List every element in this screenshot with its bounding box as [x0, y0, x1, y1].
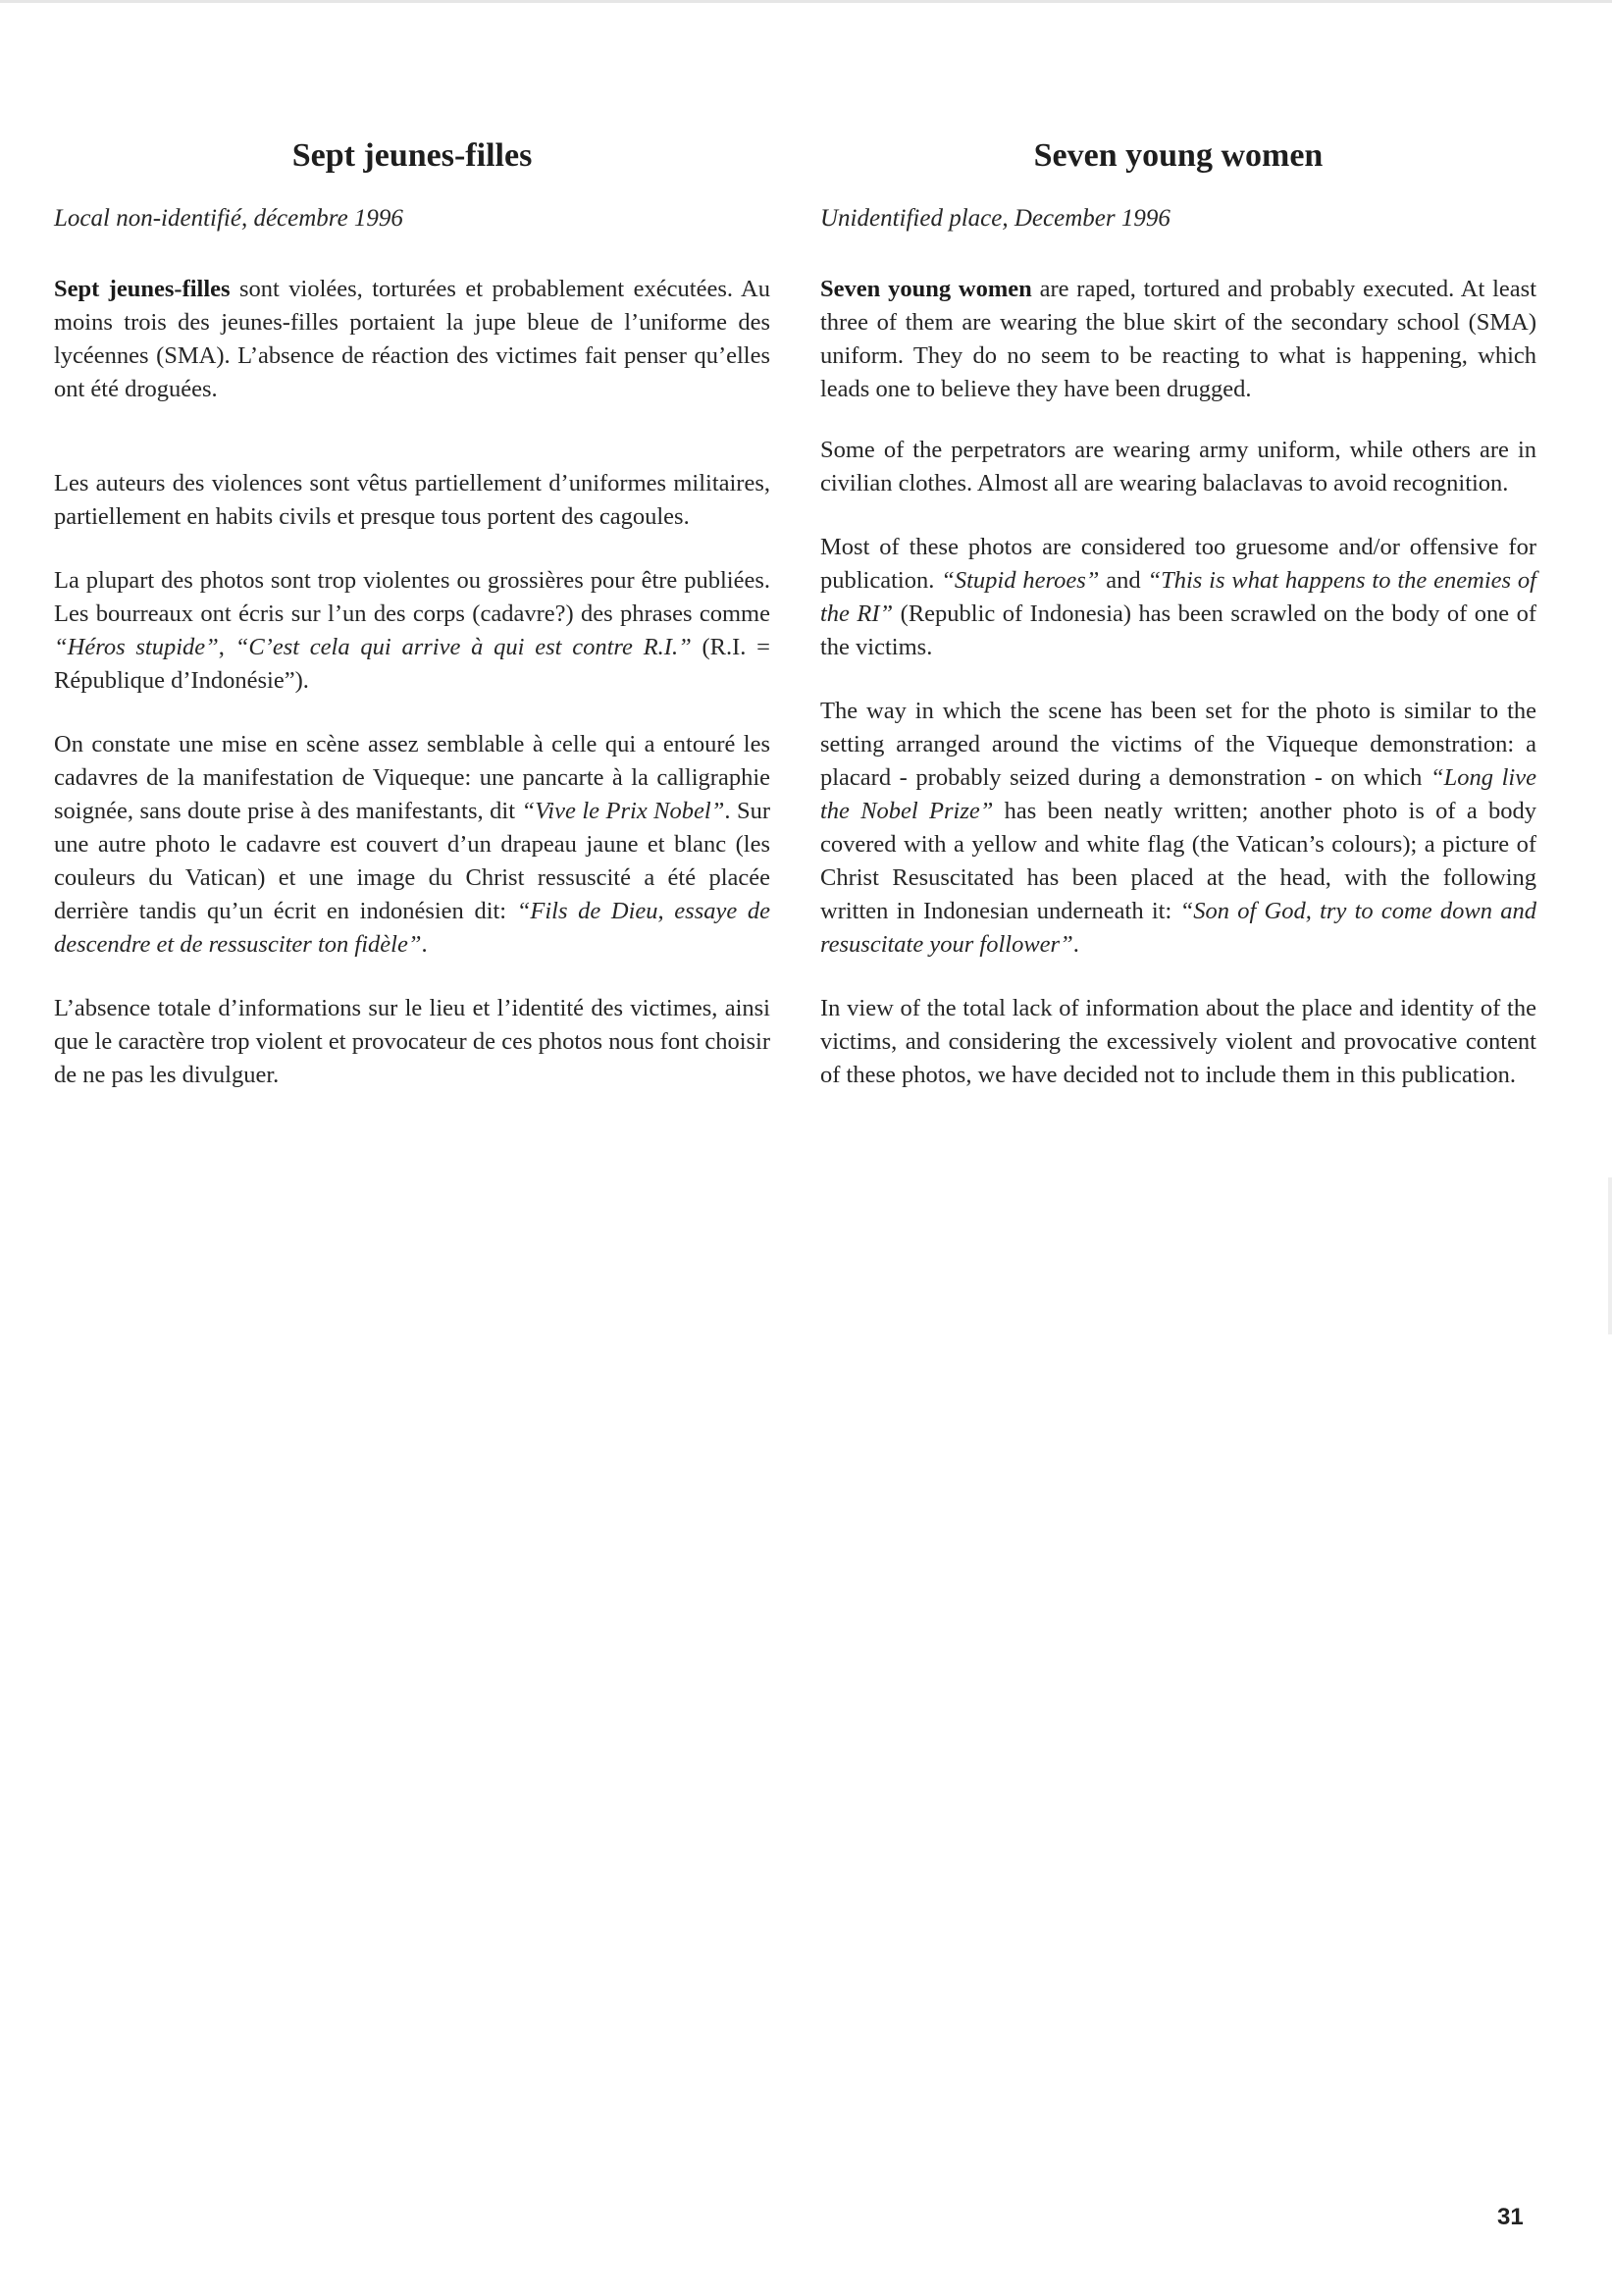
french-paragraph-1-lead: Sept jeunes-filles — [54, 276, 231, 302]
french-subtitle: Local non-identifié, décembre 1996 — [54, 205, 403, 232]
english-paragraph-3-text-b: and — [1099, 567, 1148, 594]
english-paragraph-1-text: are raped, tortured and probably executed. At least three of them are wearing the blue skirt of the secondary school (SMA) uniform. They do no seem to be reacting to what is happening, which leads one to believe they have been drugged. — [820, 276, 1536, 402]
french-quote-ri: “C’est cela qui arrive à qui est contre R.I.” — [234, 634, 692, 660]
english-subtitle: Unidentified place, December 1996 — [820, 205, 1170, 232]
english-paragraph-5: In view of the total lack of information about the place and identity of the victims, and considering the excessively violent and provocative content of these photos, we have decided not to include them in this publication. — [820, 995, 1536, 1088]
french-paragraph-4 — [54, 728, 770, 962]
english-paragraph-3-text-c: (Republic of Indonesia) has been scrawled on the body of one of the victims. — [820, 600, 1536, 660]
english-paragraph-1-lead: Seven young women — [820, 276, 1032, 302]
english-column — [820, 131, 1536, 1092]
english-paragraph-4-text-a: The way in which the scene has been set for the photo is similar to the setting arranged around the victims of the Viqueque demonstration: a placard - probably seized during a demonstration - on which — [820, 698, 1536, 791]
french-quote-fils-de-dieu: “Fils de Dieu, essaye de descendre et de ressusciter ton fidèle” — [54, 898, 770, 958]
english-paragraph-1 — [820, 273, 1536, 406]
french-paragraph-4-text-c: . — [421, 931, 428, 958]
english-paragraph-4 — [820, 695, 1536, 962]
page-edge-shadow — [1608, 1177, 1612, 1334]
english-paragraph-3 — [820, 531, 1536, 664]
french-paragraph-3 — [54, 564, 770, 698]
french-column — [54, 131, 770, 1092]
french-paragraph-3-text-b: , — [218, 634, 235, 660]
french-quote-nobel: “Vive le Prix Nobel” — [521, 798, 725, 824]
french-paragraph-1 — [54, 273, 770, 406]
english-quote-nobel: “Long live the Nobel Prize” — [820, 764, 1536, 824]
french-quote-heros: “Héros stupide” — [54, 634, 219, 660]
english-paragraph-3-text-a: Most of these photos are considered too gruesome and/or offensive for publication. — [820, 534, 1536, 594]
french-paragraph-5: L’absence totale d’informations sur le lieu et l’identité des victimes, ainsi que le caractère trop violent et provocateur de ces photos nous font choisir de ne pas les divulguer. — [54, 995, 770, 1088]
french-paragraph-3-text-a: La plupart des photos sont trop violentes ou grossières pour être publiées. Les bourreaux ont écris sur l’un des corps (cadavre?) des phrases comme — [54, 567, 770, 627]
english-paragraph-4-text-c: . — [1072, 931, 1079, 958]
french-title: Sept jeunes-filles — [291, 137, 533, 174]
english-quote-ri: “This is what happens to the enemies of the RI” — [820, 567, 1536, 627]
french-paragraph-2: Les auteurs des violences sont vêtus partiellement d’uniformes militaires, partiellement en habits civils et presque tous portent des cagoules. — [54, 470, 770, 530]
english-paragraph-2: Some of the perpetrators are wearing army uniform, while others are in civilian clothes. Almost all are wearing balaclavas to avoid recognition. — [820, 437, 1536, 496]
page-number: 31 — [1497, 2204, 1524, 2230]
english-paragraph-4-text-b: has been neatly written; another photo is of a body covered with a yellow and white flag (the Vatican’s colours); a picture of Christ Resuscitated has been placed at the head, with the following written in Indonesian underneath it: — [820, 798, 1537, 924]
french-paragraph-3-text-c: (R.I. = République d’Indonésie”). — [54, 634, 770, 694]
french-paragraph-4-text-b: . Sur une autre photo le cadavre est couvert d’un drapeau jaune et blanc (les couleurs du Vatican) et une image du Christ ressuscité a été placée derrière tandis qu’un écrit en indonésien dit: — [54, 798, 770, 924]
english-quote-stupid-heroes: “Stupid heroes” — [941, 567, 1100, 594]
french-paragraph-4-text-a: On constate une mise en scène assez semblable à celle qui a entouré les cadavres de la manifestation de Viqueque: une pancarte à la calligraphie soignée, sans doute prise à des manifestants, dit — [54, 731, 770, 824]
english-title: Seven young women — [1033, 137, 1324, 174]
english-quote-son-of-god: “Son of God, try to come down and resuscitate your follower” — [820, 898, 1536, 958]
french-paragraph-1-text: sont violées, torturées et probablement exécutées. Au moins trois des jeunes-filles portaient la jupe bleue de l’uniforme des lycéennes (SMA). L’absence de réaction des victimes fait penser qu’elles ont été droguées. — [54, 276, 771, 402]
top-edge-rule — [0, 0, 1612, 3]
